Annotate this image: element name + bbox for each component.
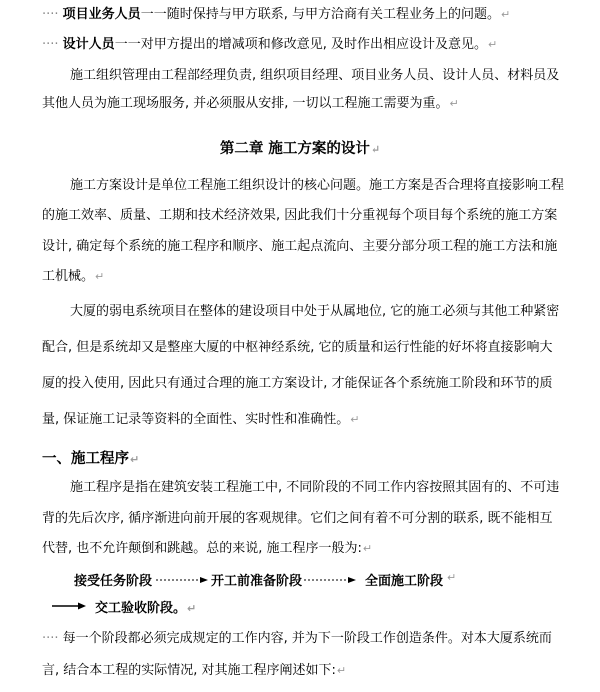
leader-dots: ···· (42, 37, 59, 52)
project-staff-label: 项目业务人员 (62, 7, 141, 22)
para3-line2: 配合, 但是系统却又是整座大厦的中枢神经系统, 它的质量和运行性能的好坏将直接影响大 (42, 340, 553, 355)
leader-dots: ···· (42, 7, 59, 22)
paragraph-mark-icon: ↵ (95, 270, 105, 283)
section-heading-text: 一、施工程序 (42, 451, 129, 467)
paragraph-mark-icon: ↵ (487, 38, 498, 51)
para4-line2: 背的先后次序, 循序渐进向前开展的客观规律。它们之间有着不可分割的联系, 既不能相互 (42, 511, 553, 526)
section-heading (42, 447, 139, 468)
flow-step-acceptance-text: 交工验收阶段。 (95, 601, 187, 616)
line-project-staff (42, 6, 510, 24)
flow-step-preparation: 开工前准备阶段 (211, 574, 303, 589)
paragraph-mark-icon: ↵ (449, 97, 459, 110)
para1-line1: 施工组织管理由工程部经理负责, 组织项目经理、项目业务人员、设计人员、材料员及 (70, 68, 560, 83)
para3-line1: 大厦的弱电系统项目在整体的建设项目中处于从属地位, 它的施工必须与其他工种紧密 (70, 304, 560, 319)
para2-line4-text: 工机械。 (42, 269, 95, 284)
paragraph-mark-icon: ↵ (500, 8, 511, 21)
leader-dots: ···· (42, 631, 59, 646)
para2-line2: 的施工效率、质量、工期和技术经济效果, 因此我们十分重视每个项目每个系统的施工方案 (42, 208, 558, 223)
para3-line4-text: 量, 保证施工记录等资料的全面性、实时性和准确性。 (42, 412, 350, 427)
chapter-title (0, 137, 600, 158)
para4-line1: 施工程序是指在建筑安装工程施工中, 不同阶段的不同工作内容按照其固有的、不可违 (70, 480, 560, 495)
paragraph-mark-icon: ↵ (447, 571, 457, 584)
designer-label: 设计人员 (62, 37, 115, 52)
para3-line4 (42, 411, 359, 429)
paragraph-mark-icon: ↵ (130, 453, 140, 466)
arrow-icon (52, 601, 86, 611)
paragraph-mark-icon: ↵ (370, 143, 381, 156)
para4-line3 (42, 540, 372, 558)
chapter-title-text: 第二章 施工方案的设计 (219, 140, 370, 157)
paragraph-mark-icon: ↵ (350, 413, 360, 426)
para5-line2-text: 言, 结合本工程的实际情况, 对其施工程序阐述如下: (42, 663, 336, 678)
para2-line4 (42, 268, 104, 286)
dotted-arrow-icon (156, 575, 208, 585)
para5-line1 (42, 630, 552, 648)
para1-line2-text: 其他人员为施工现场服务, 并必须服从安排, 一切以工程施工需要为重。 (42, 96, 449, 111)
para5-line1-text: 每一个阶段都必须完成规定的工作内容, 并为下一阶段工作创造条件。对本大厦系统而 (62, 631, 552, 646)
para1-line2 (42, 95, 459, 113)
flow-step-full-construction: 全面施工阶段 (365, 574, 444, 589)
flow-step-accept-task: 接受任务阶段 (74, 574, 153, 589)
project-staff-text: 一一随时保持与甲方联系, 与甲方洽商有关工程业务上的问题。 (140, 7, 500, 22)
line-designers (42, 36, 497, 54)
paragraph-mark-icon: ↵ (187, 602, 197, 615)
flow-step-acceptance (95, 597, 196, 616)
paragraph-mark-icon: ↵ (362, 542, 373, 555)
para2-line1: 施工方案设计是单位工程施工组织设计的核心问题。施工方案是否合理将直接影响工程 (70, 178, 565, 193)
dotted-arrow-icon (304, 575, 356, 585)
para3-line3: 厦的投入使用, 因此只有通过合理的施工方案设计, 才能保证各个系统施工阶段和环节的质 (42, 376, 553, 391)
designer-text: 一一对甲方提出的增减项和修改意见, 及时作出相应设计及意见。 (114, 37, 487, 52)
para5-line2 (42, 662, 346, 680)
para4-line3-text: 代替, 也不允许颠倒和跳越。总的来说, 施工程序一般为: (42, 541, 362, 556)
paragraph-mark-icon: ↵ (336, 664, 347, 677)
para2-line3: 设计, 确定每个系统的施工程序和顺序、施工起点流向、主要分部分项工程的施工方法和施 (42, 239, 558, 254)
